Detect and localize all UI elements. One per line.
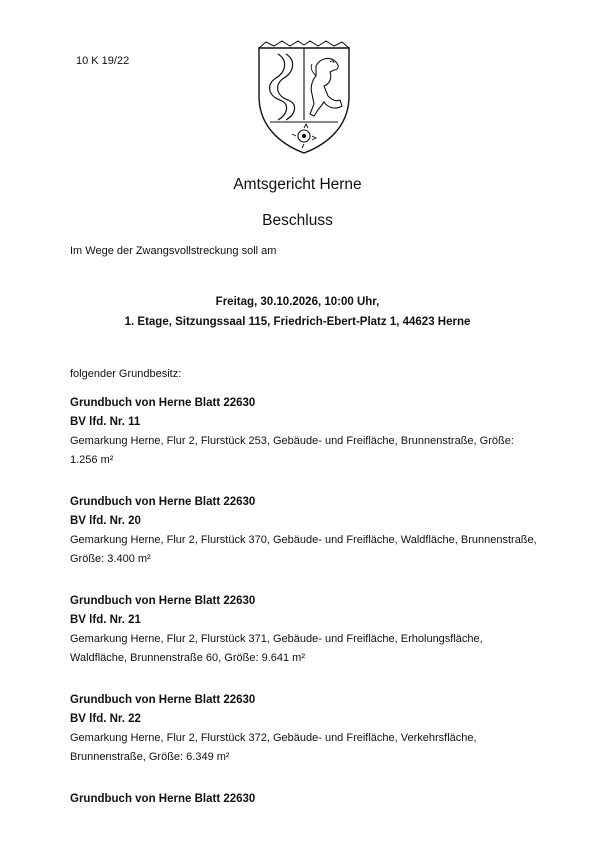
property-description: Gemarkung Herne, Flur 2, Flurstück 371, Gebäude- und Freifläche, Erholungsfläche, Waldfläche, Brunnenstraße 60, Größe: 9.641 m²	[70, 633, 483, 664]
land-register-title: Grundbuch von Herne Blatt 22630	[70, 595, 256, 607]
property-entry	[70, 592, 540, 668]
court-name: Amtsgericht Herne	[233, 176, 362, 193]
inventory-number: BV lfd. Nr. 20	[70, 515, 141, 527]
land-register-title: Grundbuch von Herne Blatt 22630	[70, 793, 256, 805]
land-register-title: Grundbuch von Herne Blatt 22630	[70, 496, 256, 508]
property-entry	[70, 691, 540, 767]
inventory-number: BV lfd. Nr. 11	[70, 416, 141, 428]
appointment-location: 1. Etage, Sitzungssaal 115, Friedrich-Ebert-Platz 1, 44623 Herne	[124, 316, 471, 328]
coat-of-arms-nrw-icon	[256, 40, 352, 156]
property-entry	[70, 394, 540, 470]
property-list	[70, 394, 540, 832]
land-register-title: Grundbuch von Herne Blatt 22630	[70, 694, 256, 706]
inventory-number: BV lfd. Nr. 21	[70, 614, 141, 626]
intro-text: Im Wege der Zwangsvollstreckung soll am	[70, 245, 277, 257]
land-register-title: Grundbuch von Herne Blatt 22630	[70, 397, 256, 409]
property-entry	[70, 493, 540, 569]
property-description: Gemarkung Herne, Flur 2, Flurstück 372, Gebäude- und Freifläche, Verkehrsfläche, Brunnenstraße, Größe: 6.349 m²	[70, 732, 477, 763]
property-description: Gemarkung Herne, Flur 2, Flurstück 253, Gebäude- und Freifläche, Brunnenstraße, Größe: 1.256 m²	[70, 435, 514, 466]
property-entry	[70, 790, 540, 809]
property-intro-text: folgender Grundbesitz:	[70, 368, 182, 380]
page-title: Beschluss	[262, 212, 333, 229]
inventory-number: BV lfd. Nr. 22	[70, 713, 141, 725]
property-description: Gemarkung Herne, Flur 2, Flurstück 370, Gebäude- und Freifläche, Waldfläche, Brunnenstraße, Größe: 3.400 m²	[70, 534, 537, 565]
case-number: 10 K 19/22	[76, 55, 130, 67]
appointment-date: Freitag, 30.10.2026, 10:00 Uhr,	[215, 296, 380, 308]
